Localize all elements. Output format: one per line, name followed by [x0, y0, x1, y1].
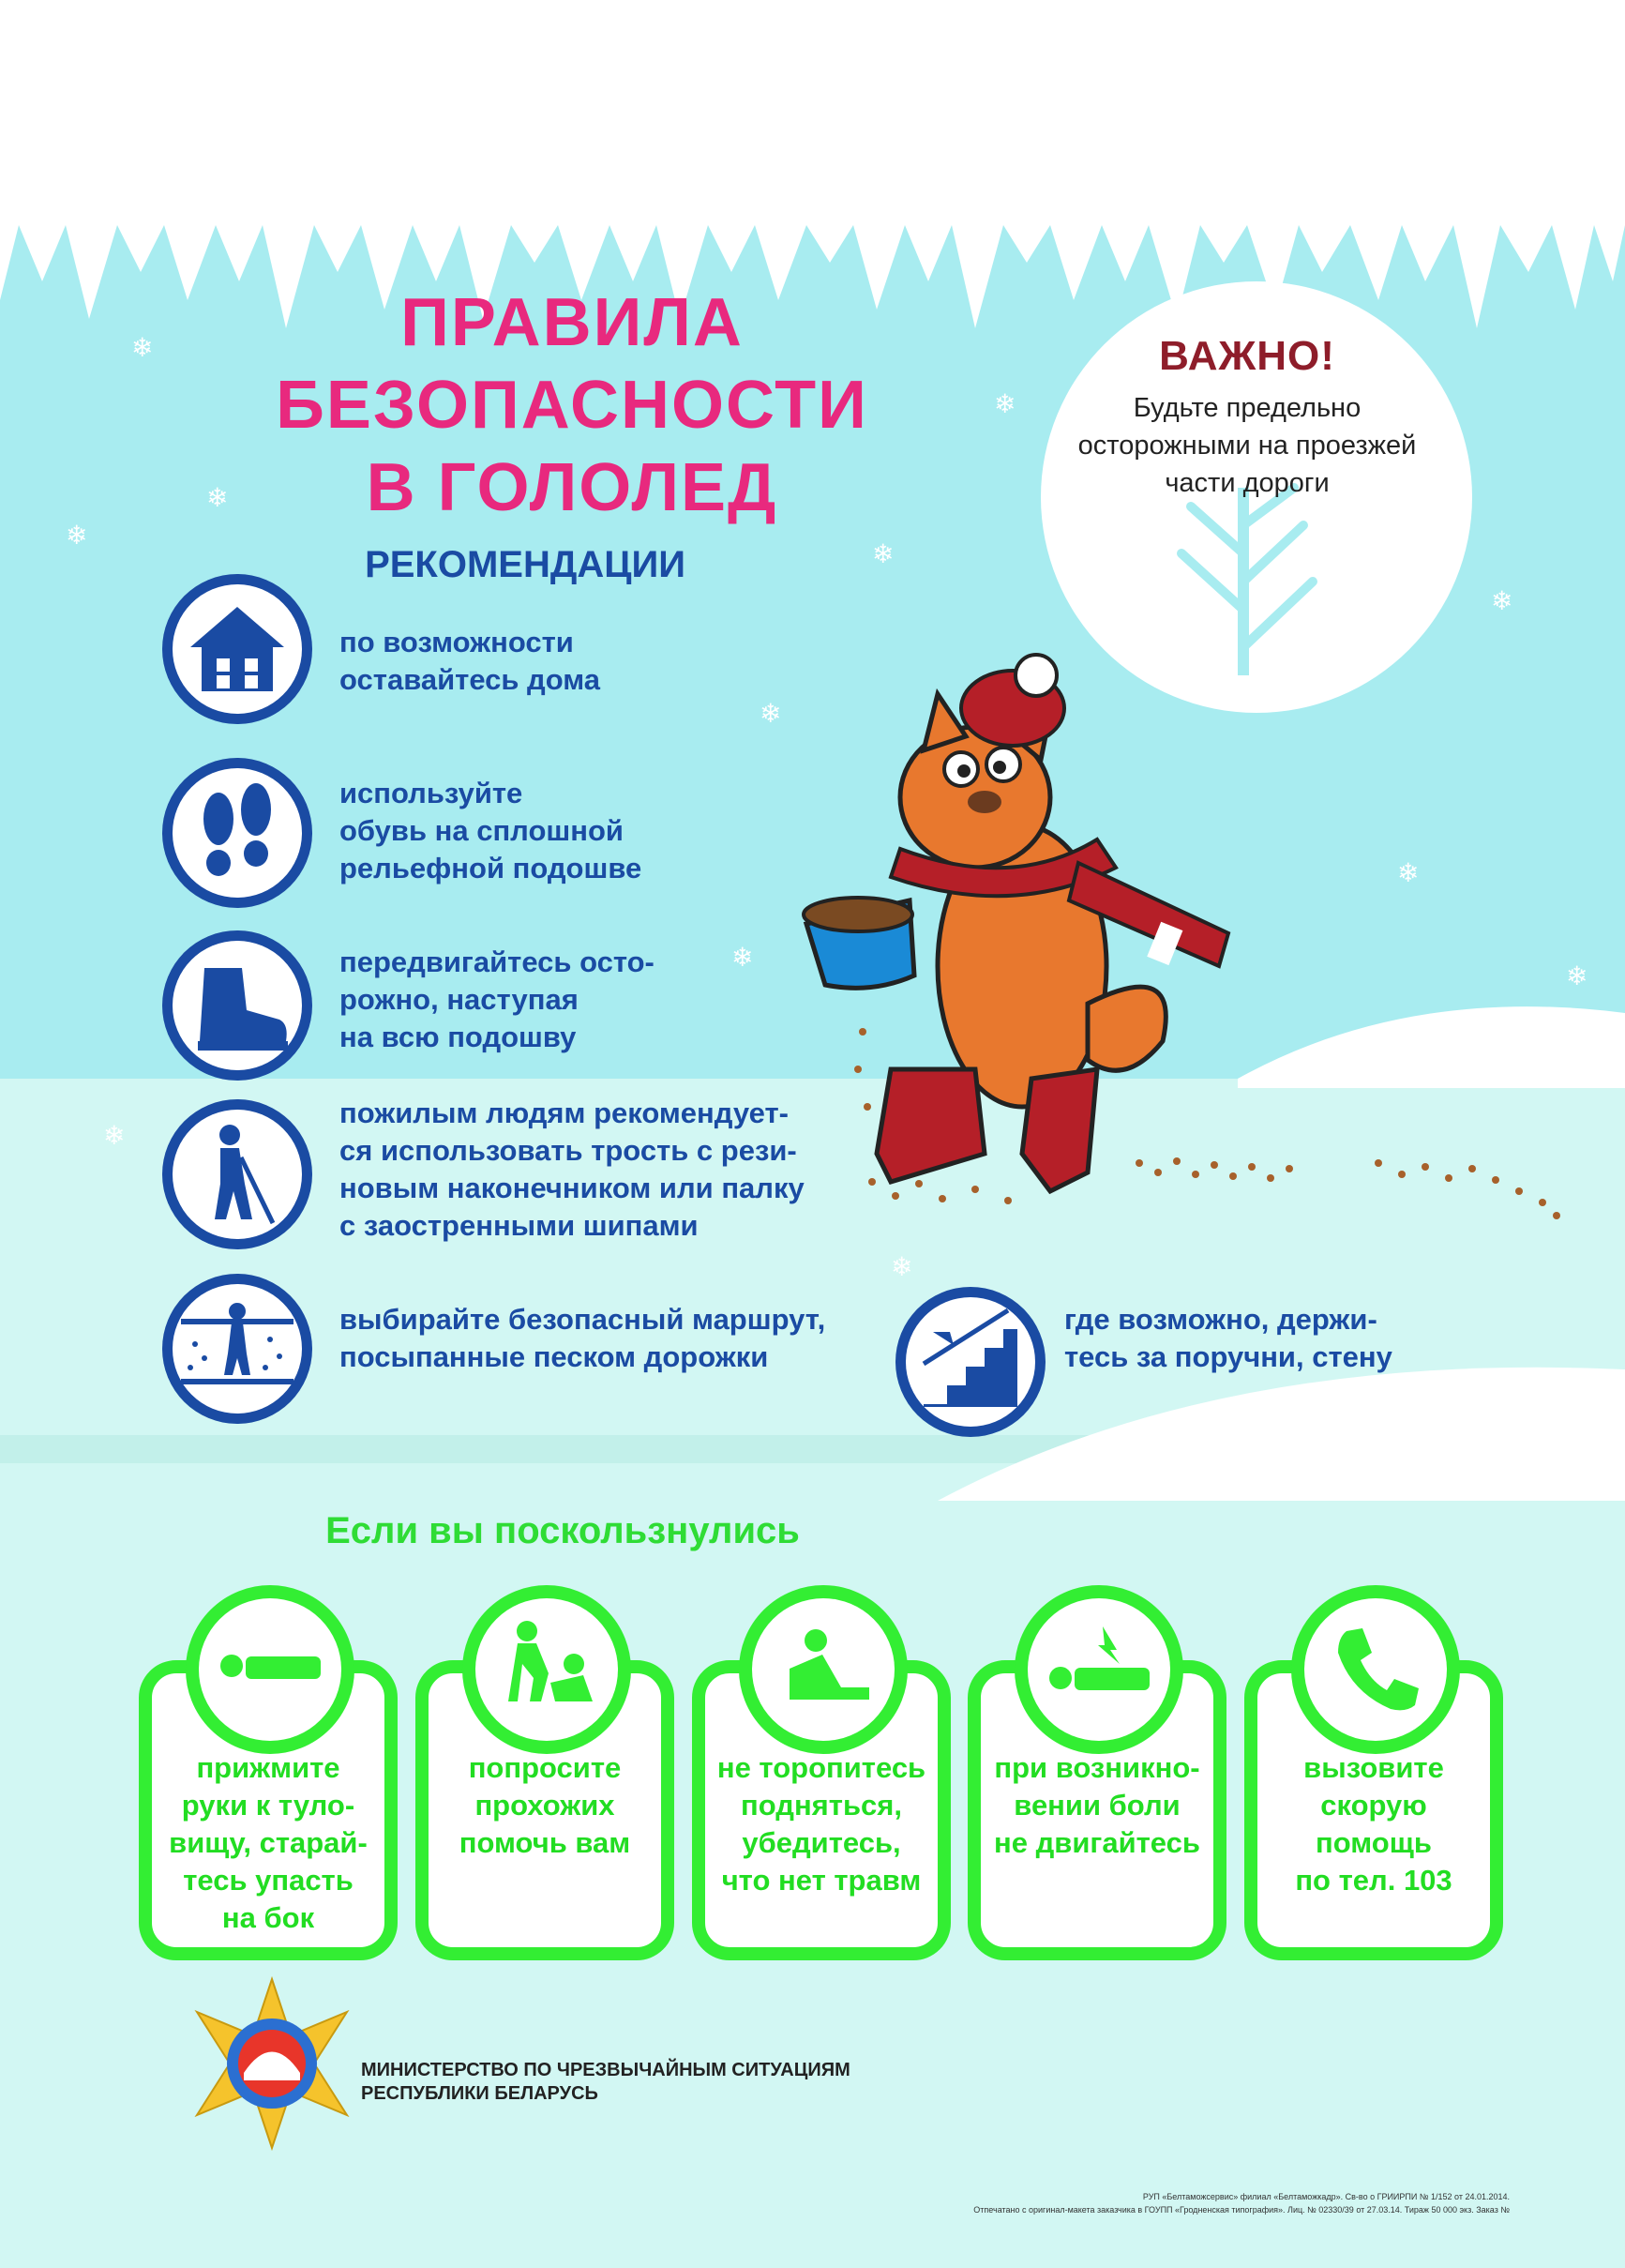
stairs-handrail-icon — [895, 1287, 1046, 1437]
boot-icon — [162, 930, 312, 1081]
slip-step-text-5: вызовите скорую помощь по тел. 103 — [1295, 1751, 1452, 1897]
phone-icon — [1291, 1585, 1460, 1754]
footprints-icon — [162, 758, 312, 908]
snow-hill-right — [1238, 1006, 1625, 1088]
svg-text:❄: ❄ — [206, 482, 229, 513]
cane-walker-icon — [162, 1099, 312, 1249]
svg-text:❄: ❄ — [1491, 585, 1513, 616]
recommendations-heading: РЕКОМЕНДАЦИИ — [365, 544, 685, 585]
title-line-2: БЕЗОПАСНОСТИ — [276, 368, 868, 443]
if-you-slipped-heading: Если вы поскользнулись — [325, 1510, 800, 1551]
ministry-name: МИНИСТЕРСТВО ПО ЧРЕЗВЫЧАЙНЫМ СИТУАЦИЯМ РЕСПУБЛИКИ БЕЛАРУСЬ — [361, 2060, 850, 2104]
recommendation-text-1: по возможности оставайтесь дома — [339, 626, 601, 696]
recommendation-text-2: используйте обувь на сплошной рельефной подошве — [339, 777, 642, 885]
slip-step-text-1: прижмите руки к туло- вищу, старай- тесь упасть на бок — [169, 1751, 368, 1934]
slip-step-text-3: не торопитесь подняться, убедитесь, что нет травм — [716, 1751, 926, 1897]
svg-text:❄: ❄ — [760, 698, 782, 729]
svg-text:❄: ❄ — [103, 1120, 126, 1151]
cat-character-illustration — [804, 655, 1228, 1191]
svg-text:❄: ❄ — [994, 388, 1016, 419]
house-icon — [162, 574, 312, 724]
sanded-path-icon — [162, 1274, 312, 1424]
recommendation-text-5: выбирайте безопасный маршрут, посыпанные песком дорожки — [339, 1303, 826, 1373]
important-heading: ВАЖНО! — [1159, 333, 1335, 379]
poster-title — [234, 281, 910, 529]
svg-text:❄: ❄ — [131, 332, 154, 363]
svg-text:❄: ❄ — [891, 1251, 913, 1282]
svg-text:❄: ❄ — [731, 942, 754, 973]
slip-step-text-2: попросите прохожих помочь вам — [459, 1751, 631, 1859]
svg-text:❄: ❄ — [872, 538, 895, 569]
title-line-1: ПРАВИЛА — [400, 285, 744, 360]
recommendation-text-6: где возможно, держи- тесь за поручни, стену — [1064, 1303, 1392, 1373]
important-note — [1050, 333, 1444, 502]
recommendation-text-4: пожилым людям рекомендует- ся использовать трость с рези- новым наконечником или палку с заостренными шипами — [339, 1096, 805, 1242]
print-info: РУП «Белтаможсервис» филиал «Белтаможкадр». Св-во о ГРИИРПИ № 1/152 от 24.01.2014. Отпечатано с оригинал-макета заказчика в ГОУПП «Гродненская типография». Лиц. № 02330/39 от 27.03.14. Тираж 50 000 экз. Заказ № — [973, 2192, 1510, 2215]
helping-person-icon — [462, 1585, 631, 1754]
recommendation-text-3: передвигайтесь осто- рожно, наступая на всю подошву — [339, 945, 655, 1053]
svg-text:❄: ❄ — [1397, 857, 1420, 888]
title-line-3: В ГОЛОЛЕД — [366, 450, 778, 525]
falling-person-icon — [186, 1585, 354, 1754]
pain-person-icon — [1015, 1585, 1183, 1754]
sitting-person-icon — [739, 1585, 908, 1754]
svg-text:❄: ❄ — [66, 520, 88, 551]
svg-text:❄: ❄ — [1566, 960, 1588, 991]
ministry-emblem — [197, 1979, 347, 2148]
important-body: Будьте предельно осторожными на проезжей части дороги — [1077, 393, 1417, 498]
slip-step-text-4: при возникно- вении боли не двигайтесь — [994, 1751, 1200, 1859]
